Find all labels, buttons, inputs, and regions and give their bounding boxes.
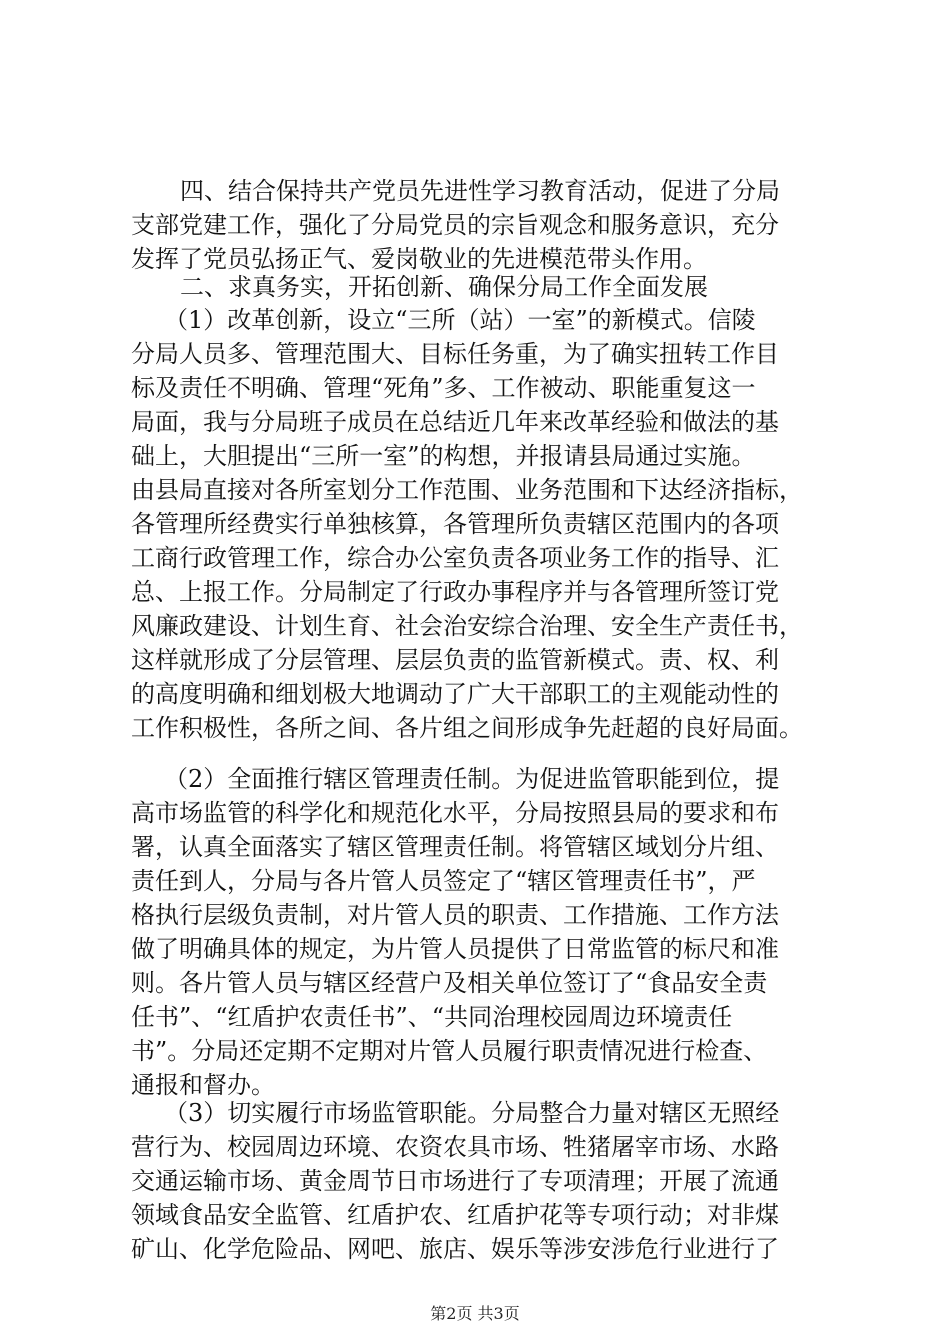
item-1-line-3: 标及责任不明确、管理“死角”多、工作被动、职能重复这一 <box>131 374 756 402</box>
item-2-line-5: 格执行层级负责制，对片管人员的职责、工作措施、工作方法 <box>131 901 779 929</box>
item-2-line-8: 任书”、“红盾护农责任书”、“共同治理校园周边环境责任 <box>131 1003 733 1031</box>
item-3-line-3: 交通运输市场、黄金周节日市场进行了专项清理；开展了流通 <box>131 1167 779 1195</box>
item-2-line-9: 书”。分局还定期不定期对片管人员履行职责情况进行检查、 <box>131 1037 768 1065</box>
item-2-line-7: 则。各片管人员与辖区经营户及相关单位签订了“食品安全责 <box>131 969 768 997</box>
item-1-line-13: 工作积极性，各所之间、各片组之间形成争先赶超的良好局面。 <box>131 714 803 742</box>
item-1-line-5: 础上，大胆提出“三所一室”的构想，并报请县局通过实施。 <box>131 442 756 470</box>
item-3-line-5: 矿山、化学危险品、网吧、旅店、娱乐等涉安涉危行业进行了 <box>131 1235 779 1263</box>
item-3-line-4: 领域食品安全监管、红盾护农、红盾护花等专项行动；对非煤 <box>131 1201 779 1229</box>
item-2-line-1: （2）全面推行辖区管理责任制。为促进监管职能到位，提 <box>164 765 780 793</box>
item-2-line-3: 署，认真全面落实了辖区管理责任制。将管辖区域划分片组、 <box>131 833 779 861</box>
item-2-line-6: 做了明确具体的规定，为片管人员提供了日常监管的标尺和准 <box>131 935 779 963</box>
item-3-line-2: 营行为、校园周边环境、农资农具市场、牲猪屠宰市场、水路 <box>131 1133 779 1161</box>
item-1-line-1: （1）改革创新，设立“三所（站）一室”的新模式。信陵 <box>164 306 756 334</box>
item-1-line-2: 分局人员多、管理范围大、目标任务重，为了确实扭转工作目 <box>131 340 779 368</box>
item-1-line-10: 风廉政建设、计划生育、社会治安综合治理、安全生产责任书， <box>131 612 803 640</box>
paragraph-4-line-2: 支部党建工作，强化了分局党员的宗旨观念和服务意识，充分 <box>131 211 779 239</box>
item-2-line-4: 责任到人，分局与各片管人员签定了“辖区管理责任书”，严 <box>131 867 756 895</box>
item-2-line-10: 通报和督办。 <box>131 1071 275 1099</box>
item-1-line-9: 总、上报工作。分局制定了行政办事程序并与各管理所签订党 <box>131 578 779 606</box>
item-2-line-2: 高市场监管的科学化和规范化水平，分局按照县局的要求和布 <box>131 799 779 827</box>
item-3-line-1: （3）切实履行市场监管职能。分局整合力量对辖区无照经 <box>164 1099 780 1127</box>
item-1-line-8: 工商行政管理工作，综合办公室负责各项业务工作的指导、汇 <box>131 544 779 572</box>
section-heading-2: 二、求真务实，开拓创新、确保分局工作全面发展 <box>180 273 708 301</box>
paragraph-4-line-1: 四、结合保持共产党员先进性学习教育活动，促进了分局 <box>180 177 780 205</box>
item-1-line-12: 的高度明确和细划极大地调动了广大干部职工的主观能动性的 <box>131 680 779 708</box>
paragraph-4-line-3: 发挥了党员弘扬正气、爱岗敬业的先进模范带头作用。 <box>131 245 707 273</box>
page-number-footer: 第2页 共3页 <box>430 1304 520 1323</box>
item-1-line-6: 由县局直接对各所室划分工作范围、业务范围和下达经济指标， <box>131 476 803 504</box>
item-1-line-7: 各管理所经费实行单独核算，各管理所负责辖区范围内的各项 <box>131 510 779 538</box>
item-1-line-4: 局面，我与分局班子成员在总结近几年来改革经验和做法的基 <box>131 408 779 436</box>
item-1-line-11: 这样就形成了分层管理、层层负责的监管新模式。责、权、利 <box>131 646 779 674</box>
